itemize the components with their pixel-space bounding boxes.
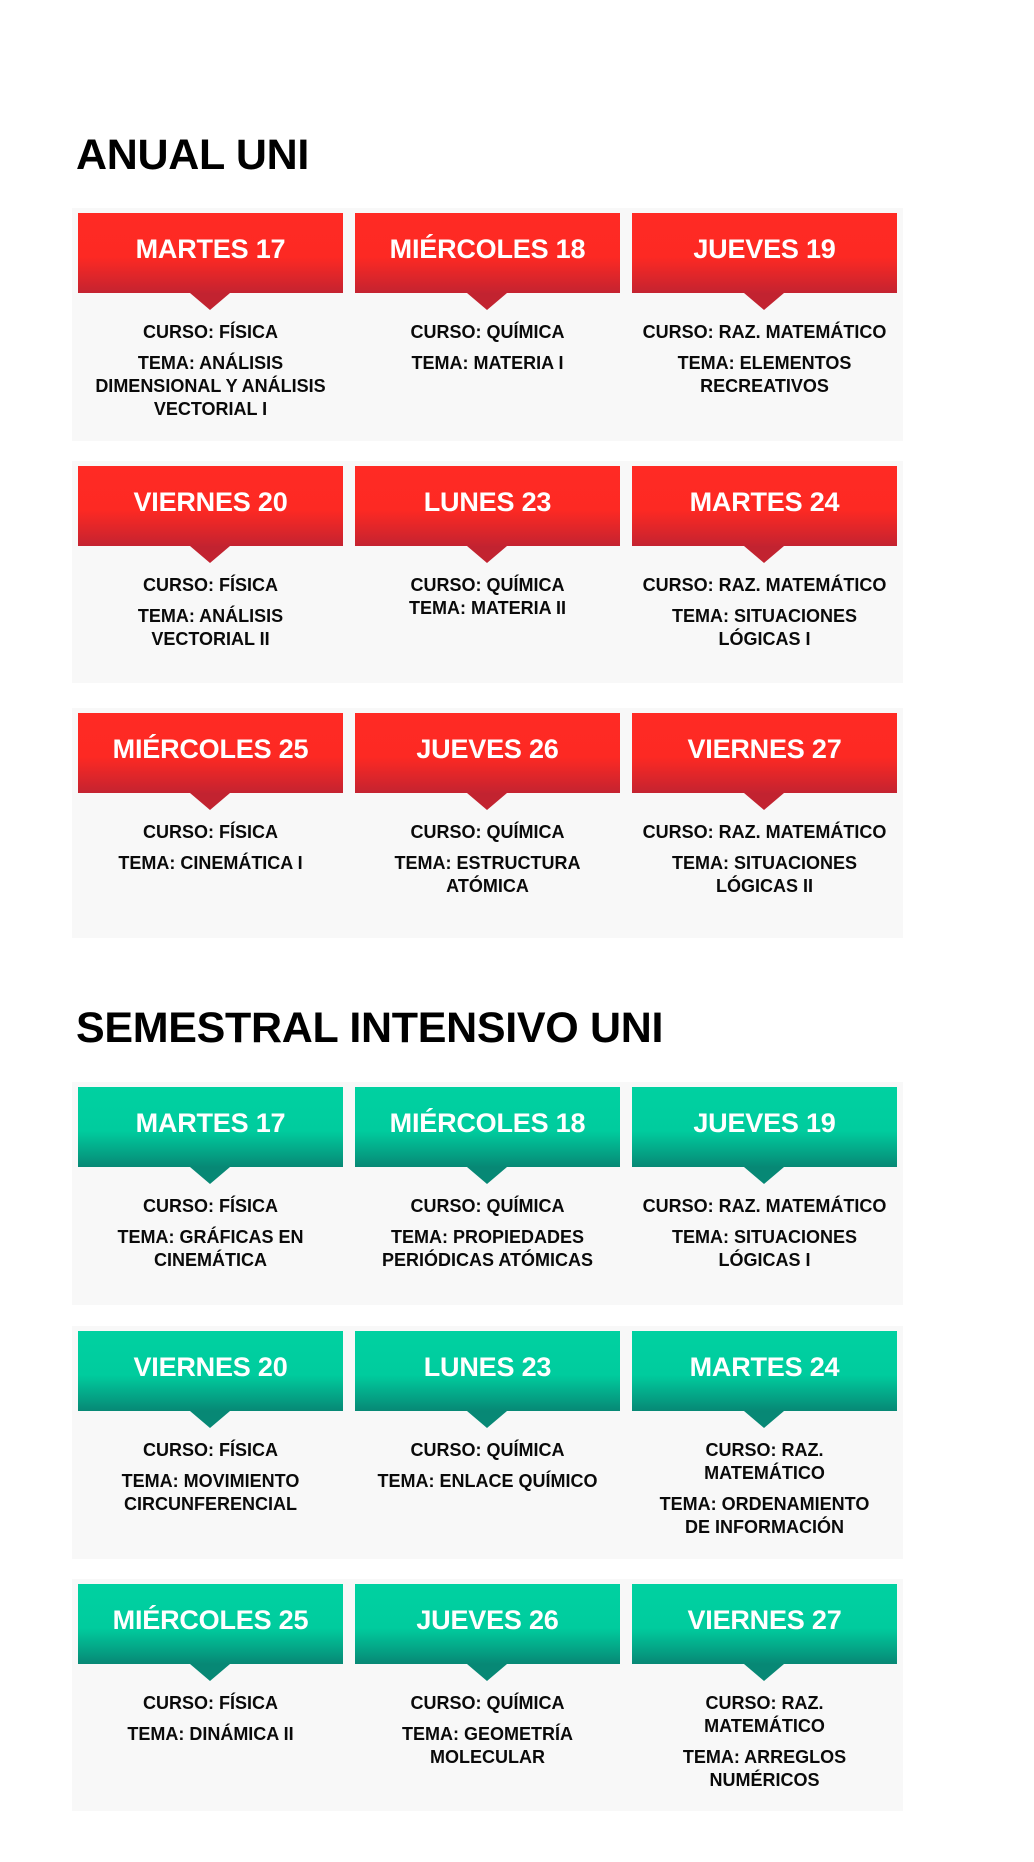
pointer-down-icon [190,293,230,310]
course-line: CURSO: RAZ. MATEMÁTICO [642,322,887,342]
day-card [355,466,620,688]
topic-line: ATÓMICA [446,876,529,896]
pointer-down-icon [190,1411,230,1428]
course-line: CURSO: QUÍMICA [410,822,565,842]
day-card [632,713,897,943]
pointer-down-icon [467,1167,507,1184]
topic-line: TEMA: PROPIEDADES [390,1227,585,1247]
pointer-down-icon [467,546,507,563]
course-line: CURSO: RAZ. [705,1440,824,1460]
day-header: MARTES 17 [78,1087,343,1167]
day-header: MIÉRCOLES 18 [355,1087,620,1167]
course-line: CURSO: QUÍMICA [410,1440,565,1460]
day-card [78,466,343,688]
course-line: CURSO: RAZ. MATEMÁTICO [642,822,887,842]
topic-line: VECTORIAL I [153,399,268,419]
section-title-semestral: SEMESTRAL INTENSIVO UNI [76,1004,664,1052]
topic-line: NUMÉRICOS [709,1770,820,1790]
pointer-down-icon [744,1411,784,1428]
schedule-row [72,461,903,683]
day-header: MIÉRCOLES 18 [355,213,620,293]
course-line: MATEMÁTICO [704,1463,825,1483]
day-header: VIERNES 20 [78,466,343,546]
day-header: JUEVES 19 [632,213,897,293]
day-card [355,1331,620,1564]
day-header: JUEVES 26 [355,1584,620,1664]
schedule-row [72,1579,903,1811]
day-card [355,213,620,446]
topic-line: TEMA: ESTRUCTURA [394,853,581,873]
day-card [632,466,897,688]
topic-line: RECREATIVOS [700,376,829,396]
day-header: VIERNES 27 [632,713,897,793]
day-card [355,1087,620,1310]
topic-line: TEMA: ANÁLISIS [137,353,284,373]
day-card [78,1584,343,1816]
course-line: CURSO: FÍSICA [143,1693,278,1713]
course-line: CURSO: QUÍMICA [410,1693,565,1713]
schedule-row [72,1326,903,1559]
pointer-down-icon [467,793,507,810]
course-line: CURSO: FÍSICA [143,575,278,595]
day-header: MARTES 24 [632,466,897,546]
day-card [78,213,343,446]
day-header: MIÉRCOLES 25 [78,713,343,793]
schedule-row [72,708,903,938]
pointer-down-icon [467,1411,507,1428]
topic-line: LÓGICAS I [718,629,811,649]
course-line: CURSO: FÍSICA [143,822,278,842]
day-header: MIÉRCOLES 25 [78,1584,343,1664]
topic-line: TEMA: ARREGLOS [682,1747,847,1767]
course-line: CURSO: RAZ. MATEMÁTICO [642,575,887,595]
pointer-down-icon [744,293,784,310]
topic-line: TEMA: SITUACIONES [671,606,857,626]
pointer-down-icon [190,546,230,563]
day-header: MARTES 24 [632,1331,897,1411]
topic-line: TEMA: CINEMÁTICA I [118,853,303,873]
topic-line: TEMA: ANÁLISIS [137,606,284,626]
topic-line: TEMA: ELEMENTOS [677,353,852,373]
day-card [632,1331,897,1564]
day-body [78,293,343,421]
day-header: VIERNES 20 [78,1331,343,1411]
topic-line: MOLECULAR [430,1747,545,1767]
day-header: LUNES 23 [355,1331,620,1411]
day-card [632,1584,897,1816]
day-body [632,1411,897,1539]
day-header: JUEVES 19 [632,1087,897,1167]
day-header: VIERNES 27 [632,1584,897,1664]
topic-line: TEMA: SITUACIONES [671,853,857,873]
schedule-row [72,208,903,441]
pointer-down-icon [744,793,784,810]
day-header: LUNES 23 [355,466,620,546]
schedule-row [72,1082,903,1305]
course-line: CURSO: QUÍMICA [410,322,565,342]
day-card [632,213,897,446]
topic-line: TEMA: MATERIA I [411,353,564,373]
pointer-down-icon [467,293,507,310]
course-line: CURSO: FÍSICA [143,322,278,342]
day-card [78,1331,343,1564]
day-card [78,1087,343,1310]
topic-line: DE INFORMACIÓN [685,1517,844,1537]
topic-line: LÓGICAS I [718,1250,811,1270]
course-line: MATEMÁTICO [704,1716,825,1736]
topic-line: TEMA: ORDENAMIENTO [659,1494,870,1514]
pointer-down-icon [467,1664,507,1681]
day-card [78,713,343,943]
topic-line: TEMA: ENLACE QUÍMICO [377,1471,598,1491]
day-body [632,1664,897,1792]
course-line: CURSO: FÍSICA [143,1440,278,1460]
topic-line: VECTORIAL II [151,629,270,649]
pointer-down-icon [190,1167,230,1184]
pointer-down-icon [190,1664,230,1681]
day-card [355,713,620,943]
topic-line: CINEMÁTICA [154,1250,267,1270]
day-header: MARTES 17 [78,213,343,293]
pointer-down-icon [190,793,230,810]
topic-line: LÓGICAS II [715,876,813,896]
topic-line: CIRCUNFERENCIAL [124,1494,297,1514]
pointer-down-icon [744,1167,784,1184]
day-card [632,1087,897,1310]
course-line: CURSO: QUÍMICA [410,575,565,595]
section-title-anual: ANUAL UNI [76,131,310,179]
topic-line: TEMA: GEOMETRÍA [402,1724,573,1744]
course-line: CURSO: FÍSICA [143,1196,278,1216]
day-card [355,1584,620,1816]
course-line: CURSO: RAZ. [705,1693,824,1713]
topic-line: DIMENSIONAL Y ANÁLISIS [95,376,326,396]
topic-line: TEMA: DINÁMICA II [127,1724,294,1744]
topic-line: TEMA: GRÁFICAS EN [117,1227,304,1247]
course-line: CURSO: QUÍMICA [410,1196,565,1216]
topic-line: TEMA: MOVIMIENTO [121,1471,300,1491]
topic-line: PERIÓDICAS ATÓMICAS [381,1250,593,1270]
topic-line: TEMA: SITUACIONES [671,1227,857,1247]
day-header: JUEVES 26 [355,713,620,793]
pointer-down-icon [744,1664,784,1681]
topic-line: TEMA: MATERIA II [409,598,566,618]
pointer-down-icon [744,546,784,563]
course-line: CURSO: RAZ. MATEMÁTICO [642,1196,887,1216]
